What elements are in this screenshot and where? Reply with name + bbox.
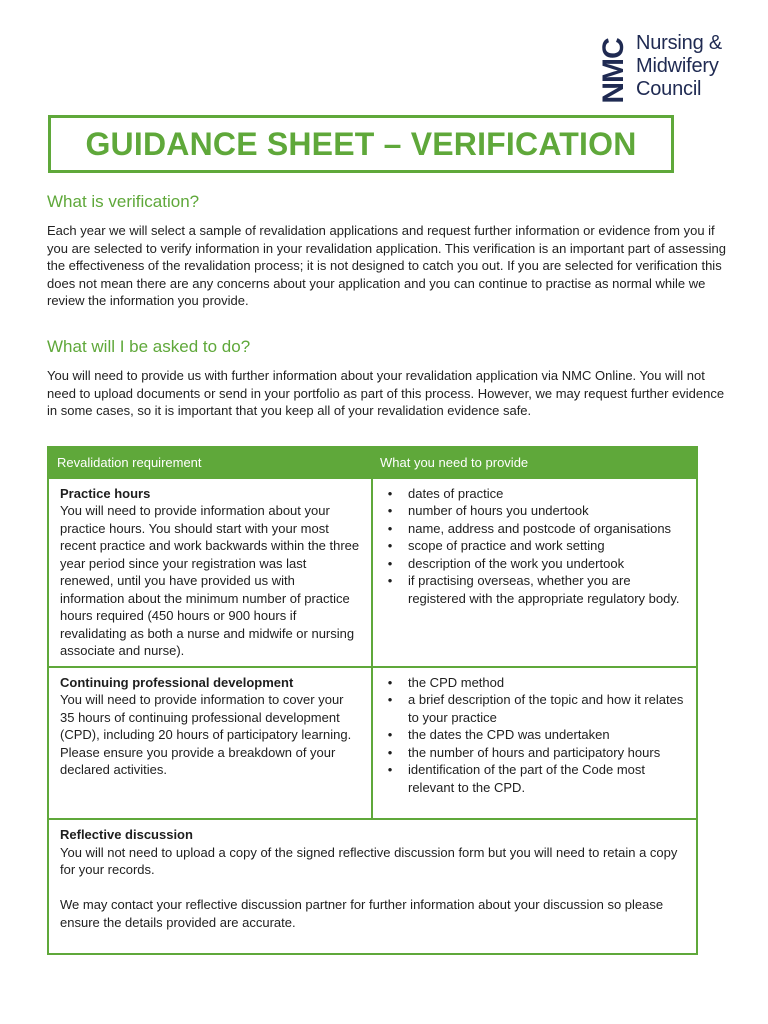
requirement-title: Reflective discussion bbox=[60, 827, 193, 842]
nmc-logo bbox=[597, 32, 723, 104]
list-item: • dates of practice bbox=[408, 485, 686, 503]
provide-cell bbox=[372, 478, 697, 667]
list-item: • a brief description of the topic and how it relates to your practice bbox=[408, 691, 686, 726]
list-item: • number of hours you undertook bbox=[408, 502, 686, 520]
requirements-table bbox=[47, 446, 698, 955]
nmc-logo-mark bbox=[597, 32, 630, 104]
list-item: • the CPD method bbox=[408, 674, 686, 692]
reflective-text-1: You will not need to upload a copy of the signed reflective discussion form but you will need to retain a copy for your records. bbox=[60, 844, 678, 877]
paragraph-gap bbox=[60, 879, 686, 897]
requirement-title: Practice hours bbox=[60, 485, 151, 501]
page-title: GUIDANCE SHEET – VERIFICATION bbox=[85, 125, 637, 162]
table-row-cpd bbox=[48, 667, 697, 820]
provide-list bbox=[384, 674, 686, 797]
list-item: • the dates the CPD was undertaken bbox=[408, 726, 686, 744]
section-heading-what-asked: What will I be asked to do? bbox=[47, 337, 251, 356]
section-heading-verification: What is verification? bbox=[47, 192, 200, 211]
list-item: • identification of the part of the Code most relevant to the CPD. bbox=[408, 761, 686, 796]
provide-list bbox=[384, 485, 686, 608]
reflective-discussion-cell bbox=[48, 819, 697, 954]
table-row-reflective-discussion bbox=[48, 819, 697, 954]
list-item: • name, address and postcode of organisations bbox=[408, 520, 686, 538]
requirement-title: Continuing professional development bbox=[60, 674, 294, 690]
header-requirement: Revalidation requirement bbox=[48, 447, 372, 478]
logo-line-2: Midwifery bbox=[636, 55, 719, 77]
title-box bbox=[48, 115, 674, 173]
nmc-logo-wordmark bbox=[636, 32, 722, 101]
list-item: • if practising overseas, whether you are registered with the appropriate regulatory body. bbox=[408, 572, 686, 607]
logo-line-3: Council bbox=[636, 78, 702, 100]
list-item: • the number of hours and participatory hours bbox=[408, 744, 686, 762]
requirement-cell bbox=[48, 478, 372, 667]
provide-cell bbox=[372, 667, 697, 820]
requirement-text: You will need to provide information about your practice hours. You should start with your most recent practice and work backwards within the three year period since your registration was last renewed, until you have provided us with information about the minimum number of practice hours required (450 hours or 900 hours if revalidating as both a nurse and midwife or nursing associate and nurse). bbox=[60, 503, 360, 658]
nmc-logo-mark-text: NMC bbox=[597, 38, 630, 104]
header-provide: What you need to provide bbox=[372, 447, 697, 478]
table-header-row bbox=[48, 447, 697, 478]
logo-line-1: Nursing & bbox=[636, 32, 723, 54]
list-item: • scope of practice and work setting bbox=[408, 537, 686, 555]
section-body-what-asked: You will need to provide us with further information about your revalidation application via NMC Online. You will not need to upload documents or send in your portfolio as part of this process. However, we may request further evidence in some cases, so it is important that you keep all of your revalidation evidence safe. bbox=[47, 368, 725, 418]
list-item: • description of the work you undertook bbox=[408, 555, 686, 573]
requirement-cell bbox=[48, 667, 372, 820]
section-body-verification: Each year we will select a sample of revalidation applications and request further information or evidence from you if you are selected to verify information in your revalidation application. This verification is an important part of assessing the effectiveness of the revalidation process; it is not designed to catch you out. If you are selected for verification this does not mean there are any concerns about your application and you can continue to practise as normal while we review the information you provide. bbox=[47, 223, 726, 308]
reflective-text-2: We may contact your reflective discussion partner for further information about your discussion so please ensure the details provided are accurate. bbox=[60, 897, 664, 930]
requirement-text: You will need to provide information to cover your 35 hours of continuing professional development (CPD), including 20 hours of participatory learning. Please ensure you provide a breakdown of your declared activities. bbox=[60, 692, 352, 777]
table-row-practice-hours bbox=[48, 478, 697, 667]
